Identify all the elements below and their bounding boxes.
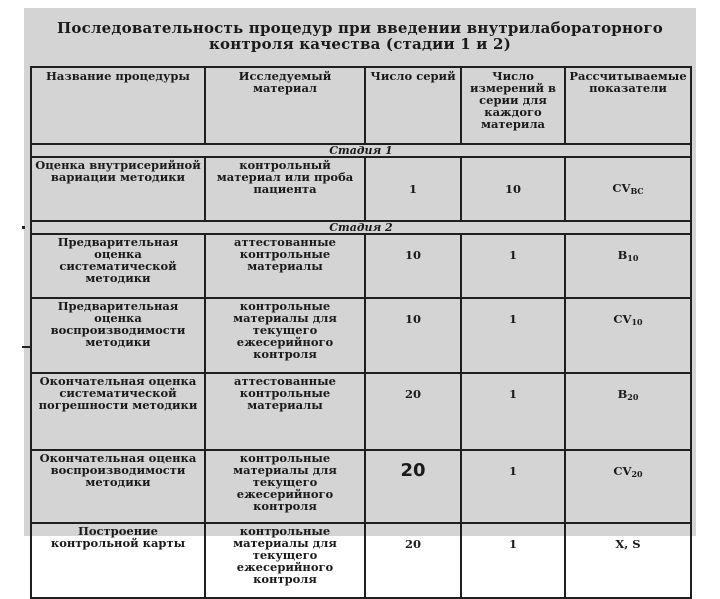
table-row [31, 298, 691, 373]
stage-2-label: Стадия 2 [31, 221, 691, 234]
scan-mark [22, 346, 30, 348]
indicator-base: B [617, 387, 628, 401]
procedure-cell: Предварительная оценка воспроизводимости методики [31, 298, 205, 373]
series-cell: 1 [365, 157, 461, 221]
header-material: Исследуемый материал [205, 67, 365, 144]
table-row [31, 157, 691, 221]
procedure-cell: Предварительная оценка систематической методики [31, 234, 205, 298]
indicator-base: CV [613, 312, 632, 326]
indicator-cell [565, 157, 691, 221]
table-row [31, 234, 691, 298]
series-cell: 10 [365, 234, 461, 298]
series-cell: 10 [365, 298, 461, 373]
table-row [31, 373, 691, 450]
indicator-sub: 20 [631, 469, 643, 479]
material-cell: контрольные материалы для текущего ежесерийного контроля [205, 298, 365, 373]
series-cell [365, 450, 461, 523]
table-row [31, 450, 691, 523]
page-title [24, 20, 696, 52]
indicator-cell [565, 373, 691, 450]
stage-1-row [31, 144, 691, 157]
scanned-page [24, 8, 696, 586]
procedure-cell: Окончательная оценка систематической погрешности методики [31, 373, 205, 450]
header-series: Число серий [365, 67, 461, 144]
series-handwritten: 20 [400, 460, 426, 481]
material-cell: аттестованные контрольные материалы [205, 234, 365, 298]
series-cell: 20 [365, 523, 461, 598]
indicator-cell [565, 523, 691, 598]
material-cell: контрольные материалы для текущего ежесерийного контроля [205, 523, 365, 598]
procedure-cell: Окончательная оценка воспроизводимости методики [31, 450, 205, 523]
measurements-cell: 1 [461, 450, 565, 523]
procedure-cell: Построение контрольной карты [31, 523, 205, 598]
indicator-base: CV [612, 180, 631, 195]
header-procedure: Название процедуры [31, 67, 205, 144]
stage-2-row [31, 221, 691, 234]
procedures-table [30, 66, 692, 599]
table-header-row [31, 67, 691, 144]
indicator-sub: ВС [630, 185, 644, 196]
indicator-sub: 10 [627, 253, 639, 263]
measurements-cell: 1 [461, 523, 565, 598]
indicator-sub: 10 [631, 317, 643, 327]
table-row [31, 523, 691, 598]
indicator-sub: 20 [627, 392, 639, 402]
title-line-1: Последовательность процедур при введении внутрилабораторного [57, 19, 663, 37]
series-cell: 20 [365, 373, 461, 450]
material-cell: аттестованные контрольные материалы [205, 373, 365, 450]
stage-1-label: Стадия 1 [31, 144, 691, 157]
indicator-cell [565, 234, 691, 298]
material-cell: контрольный материал или проба пациента [205, 157, 365, 221]
material-cell: контрольные материалы для текущего ежесерийного контроля [205, 450, 365, 523]
indicator-cell [565, 298, 691, 373]
procedure-cell: Оценка внутрисерийной вариации методики [31, 157, 205, 221]
scan-mark [22, 226, 25, 229]
indicator-base: B [617, 248, 628, 262]
measurements-cell: 1 [461, 373, 565, 450]
indicator-cell [565, 450, 691, 523]
header-measurements: Число измерений в серии для каждого материла [461, 67, 565, 144]
indicator-base: X, S [615, 537, 641, 551]
header-indicators: Рассчитываемые показатели [565, 67, 691, 144]
measurements-cell: 10 [461, 157, 565, 221]
title-line-2: контроля качества (стадии 1 и 2) [208, 35, 511, 53]
indicator-base: CV [613, 464, 632, 478]
measurements-cell: 1 [461, 234, 565, 298]
measurements-cell: 1 [461, 298, 565, 373]
